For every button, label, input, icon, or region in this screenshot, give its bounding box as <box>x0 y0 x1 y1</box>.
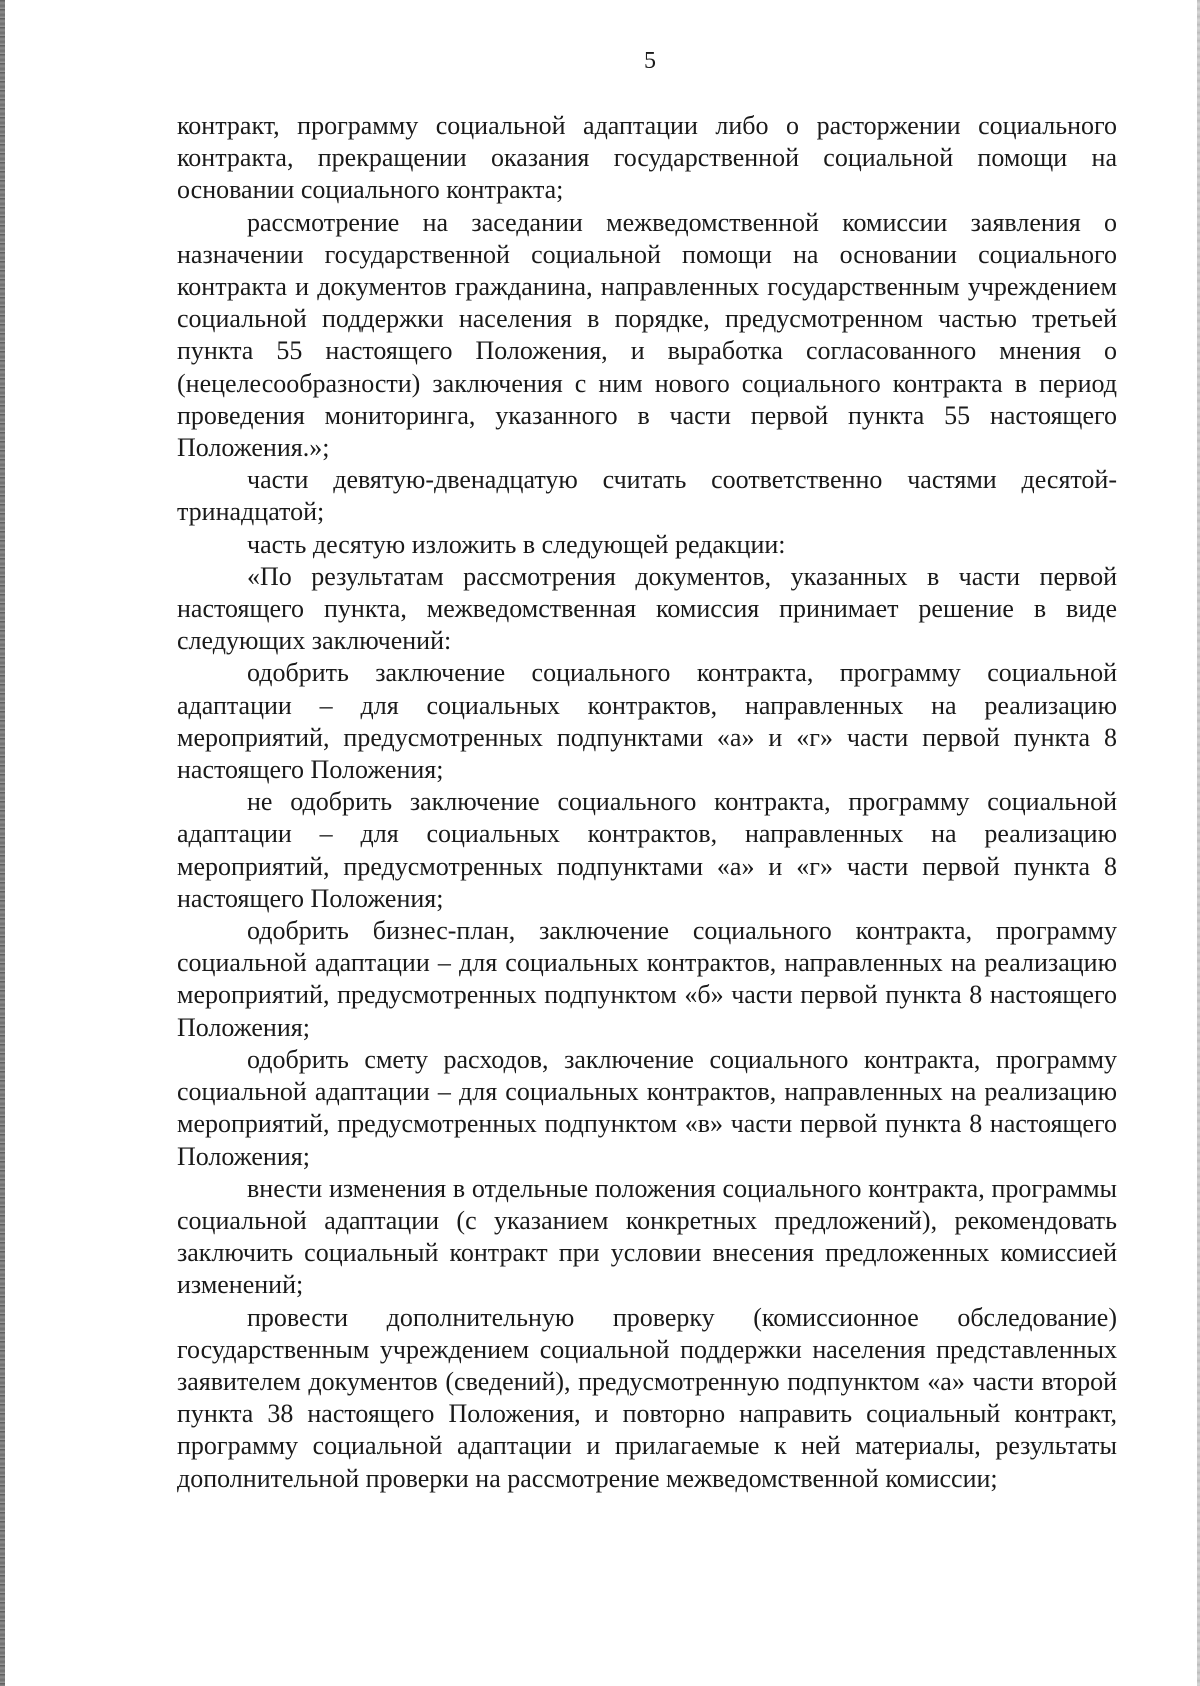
paragraph: внести изменения в отдельные положения социального контракта, программы социальной адаптации (с указанием конкретных предложений), рекомендовать заключить социальный контракт при условии внесения предложенных комиссией изменений; <box>177 1173 1117 1300</box>
paragraph: рассмотрение на заседании межведомственной комиссии заявления о назначении государственной социальной помощи на основании социального контракта и документов гражданина, направленных государственным учреждением социальной поддержки населения в порядке, предусмотренном частью третьей пункта 55 настоящего Положения, и выработка согласованного мнения о (нецелесообразности) заключения с ним нового социального контракта в период проведения мониторинга, указанного в части первой пункта 55 настоящего Положения.»; <box>177 207 1117 463</box>
paragraph: одобрить заключение социального контракта, программу социальной адаптации – для социальных контрактов, направленных на реализацию мероприятий, предусмотренных подпунктами «а» и «г» части первой пункта 8 настоящего Положения; <box>177 658 1117 785</box>
paragraph: одобрить бизнес-план, заключение социального контракта, программу социальной адаптации – для социальных контрактов, направленных на реализацию мероприятий, предусмотренных подпунктом «б» части первой пункта 8 настоящего Положения; <box>177 916 1117 1042</box>
paragraph: не одобрить заключение социального контракта, программу социальной адаптации – для социальных контрактов, направленных на реализацию мероприятий, предусмотренных подпунктами «а» и «г» части первой пункта 8 настоящего Положения; <box>177 787 1117 913</box>
paragraph: одобрить смету расходов, заключение социального контракта, программу социальной адаптации – для социальных контрактов, направленных на реализацию мероприятий, предусмотренных подпунктом «в» части первой пункта 8 настоящего Положения; <box>177 1044 1117 1171</box>
paragraph: части девятую-двенадцатую считать соответственно частями десятой-тринадцатой; <box>177 465 1117 527</box>
page-number <box>0 48 1200 75</box>
scan-edge-left <box>0 0 5 1686</box>
paragraph: контракт, программу социальной адаптации либо о расторжении социального контракта, прекращении оказания государственной социальной помощи на основании социального контракта; <box>177 111 1117 205</box>
page-number-text: 5 <box>644 48 656 74</box>
document-body <box>177 110 1117 1495</box>
paragraph: часть десятую изложить в следующей редакции: <box>247 529 786 559</box>
paragraph: «По результатам рассмотрения документов, указанных в части первой настоящего пункта, межведомственная комиссия принимает решение в виде следующих заключений: <box>177 561 1117 656</box>
paragraph: провести дополнительную проверку (комиссионное обследование) государственным учреждением социальной поддержки населения представленных заявителем документов (сведений), предусмотренную подпунктом «а» части второй пункта 38 настоящего Положения, и повторно направить социальный контракт, программу социальной адаптации и прилагаемые к ней материалы, результаты дополнительной проверки на рассмотрение межведомственной комиссии; <box>177 1302 1117 1493</box>
